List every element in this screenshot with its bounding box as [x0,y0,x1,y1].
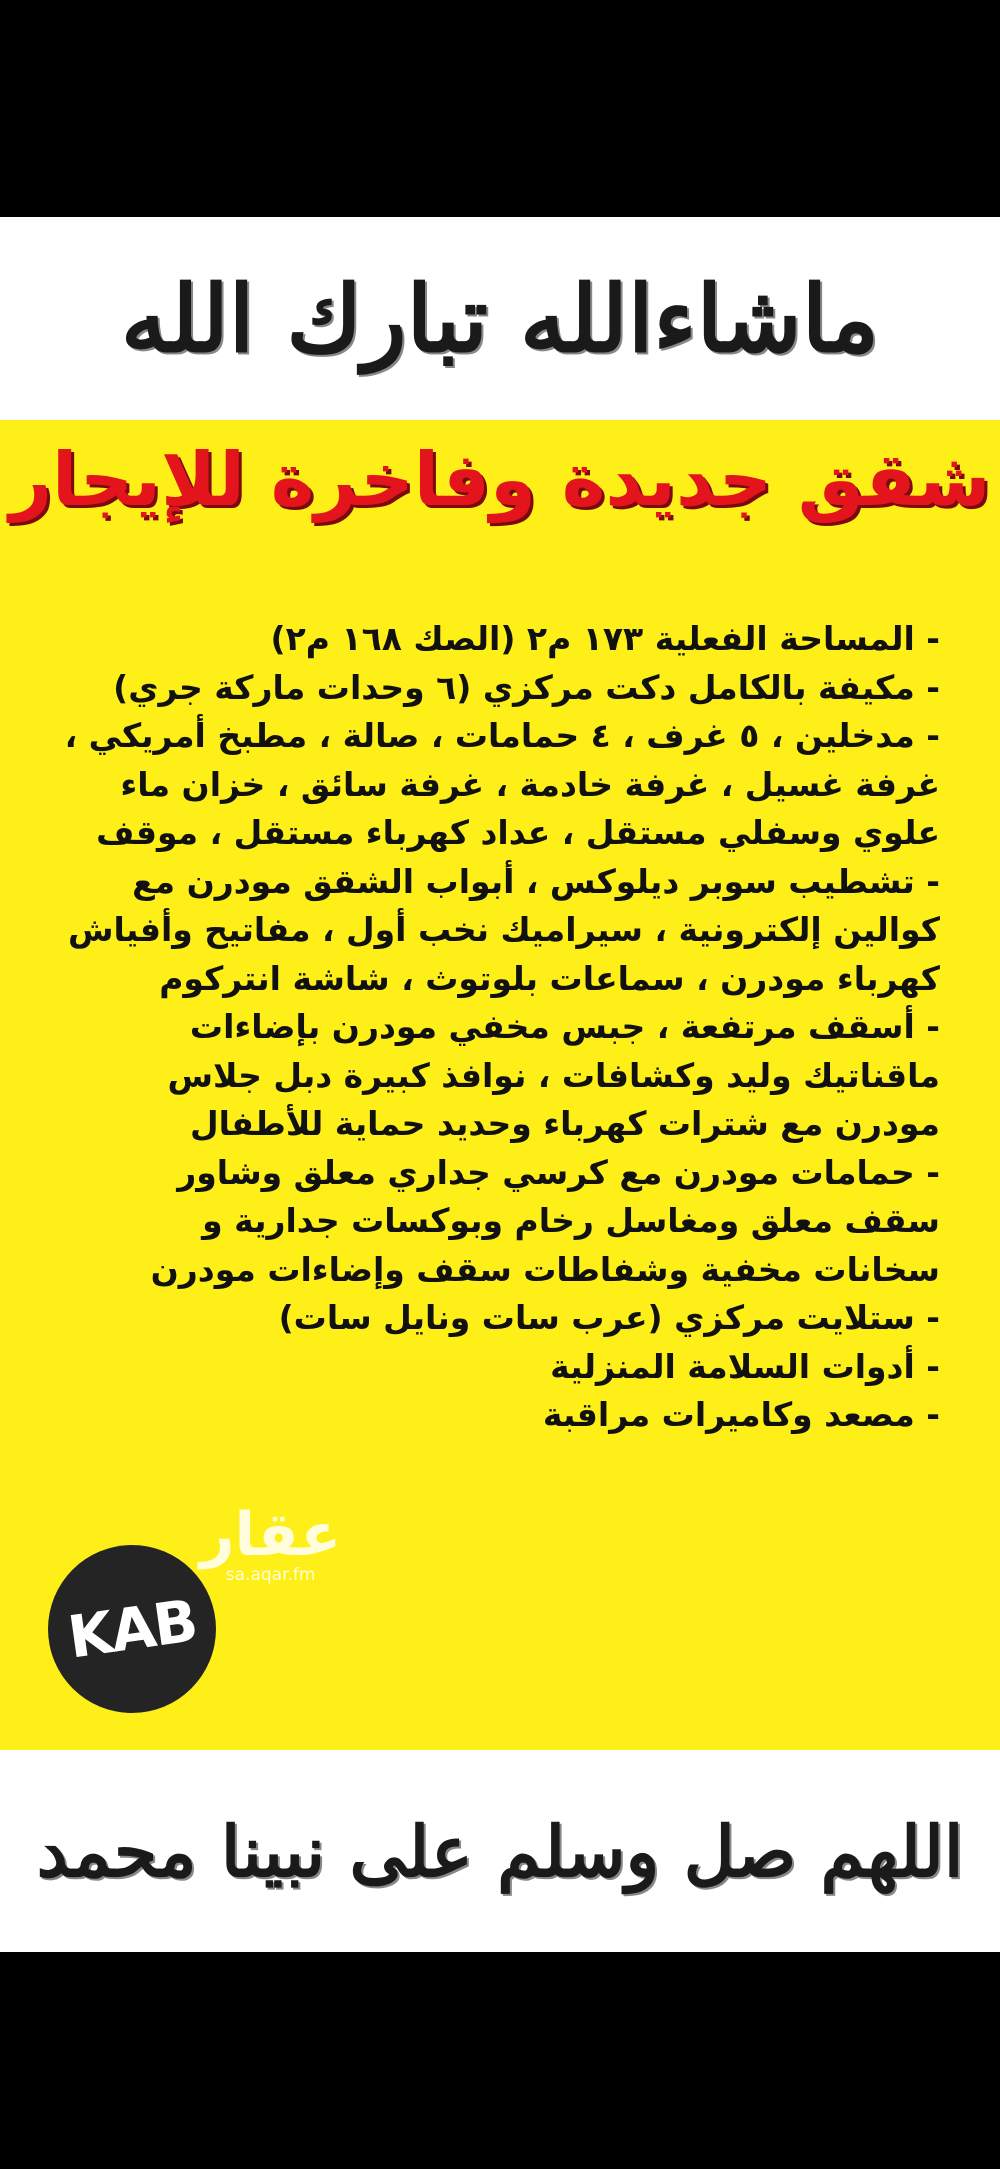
detail-line: - مكيفة بالكامل دكت مركزي (٦ وحدات ماركة جري) [113,667,940,707]
detail-line: - أدوات السلامة المنزلية [550,1346,940,1386]
footer-calligraphy-panel [0,1750,1000,1952]
kab-logo [48,1545,216,1713]
detail-line: - مدخلين ، ٥ غرف ، ٤ حمامات ، صالة ، مطبخ أمريكي ، [64,716,940,755]
detail-line: سخانات مخفية وشفاطات سقف وإضاءات مودرن [150,1249,940,1289]
detail-line: مودرن مع شترات كهرباء وحديد حماية للأطفال [189,1104,940,1143]
detail-line: كهرباء مودرن ، سماعات بلوتوث ، شاشة انتركوم [159,958,940,998]
ad-details-list [40,615,940,1440]
detail-line: - مصعد وكاميرات مراقبة [542,1395,940,1434]
detail-line: - ستلايت مركزي (عرب سات ونايل سات) [278,1298,940,1337]
detail-line: - أسقف مرتفعة ، جبس مخفي مودرن بإضاءات [189,1007,940,1046]
detail-line: غرفة غسيل ، غرفة خادمة ، غرفة سائق ، خزان ماء [120,764,940,804]
detail-line: علوي وسفلي مستقل ، عداد كهرباء مستقل ، موقف [96,813,940,852]
footer-calligraphy: اللهم صل وسلم على نبينا محمد [36,1809,964,1893]
detail-line: - حمامات مودرن مع كرسي جداري معلق وشاور [177,1152,940,1192]
aqar-watermark [200,1500,342,1585]
top-black-band [0,0,1000,217]
detail-line: ماقناتيك وليد وكشافات ، نوافذ كبيرة دبل جلاس [167,1055,940,1095]
detail-line: - المساحة الفعلية ١٧٣ م٢ (الصك ١٦٨ م٢) [270,619,940,658]
detail-line: كوالين إلكترونية ، سيراميك نخب أول ، مفاتيح وأفياش [67,910,940,949]
logo-text: KAB [63,1586,201,1672]
detail-line: سقف معلق ومغاسل رخام وبوكسات جدارية و [202,1201,940,1240]
detail-line: - تشطيب سوبر ديلوكس ، أبواب الشقق مودرن مع [132,861,940,901]
watermark-url: sa.aqar.fm [225,1565,316,1585]
watermark-word: عقار [200,1500,342,1570]
header-calligraphy: ماشاءالله تبارك الله [120,264,880,373]
bottom-black-band [0,1952,1000,2169]
ad-title: شقق جديدة وفاخرة للإيجار [9,437,991,523]
header-calligraphy-panel [0,217,1000,420]
